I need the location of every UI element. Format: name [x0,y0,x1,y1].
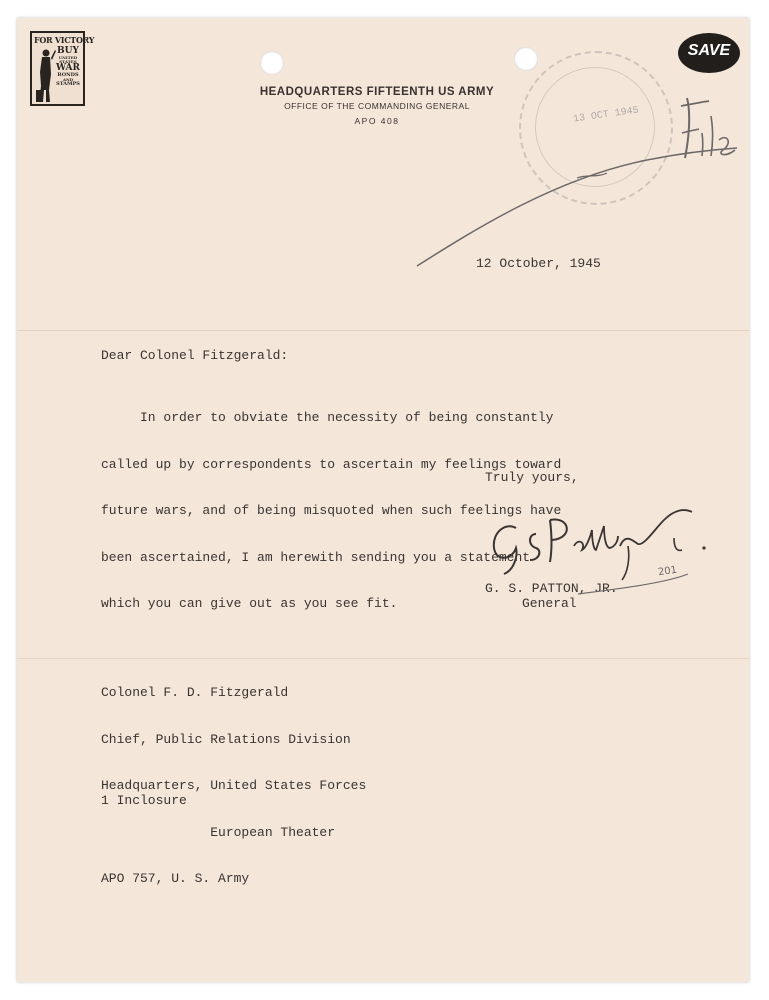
punch-hole [514,47,538,71]
letter-date: 12 October, 1945 [476,256,601,271]
war-bonds-poster-logo [30,31,95,106]
poster-war: WAR [56,63,80,73]
body-line: called up by correspondents to ascertain my feelings toward [101,456,562,472]
body-line: which you can give out as you see fit. [101,596,398,611]
poster-bonds: BONDS [57,72,79,78]
poster-united: UNITED [58,55,78,60]
recipient-line: Chief, Public Relations Division [101,731,351,747]
signer-title: General [522,596,577,611]
recipient-address [101,654,366,918]
received-stamp-date: 13 OCT 1945 [572,105,640,126]
recipient-line: Headquarters, United States Forces [101,778,367,793]
body-line: In order to obviate the necessity of being constantly [101,410,554,425]
poster-states: STATES [59,59,77,64]
poster-stamps: STAMPS [56,81,80,87]
save-badge-word: SAVE [687,42,731,59]
minuteman-figure-icon [34,46,58,104]
paper-fold-line [17,330,749,331]
save-badge-logo [678,33,740,73]
letter-salutation: Dear Colonel Fitzgerald: [101,348,289,363]
letterhead-apo: APO 408 [354,116,400,126]
enclosure-note: 1 Inclosure [101,793,187,808]
poster-and: AND [62,77,74,82]
letterhead-office: OFFICE OF THE COMMANDING GENERAL [284,101,470,111]
punch-hole [260,51,284,75]
file-mark-201: 201 [657,564,678,579]
body-line: been ascertained, I am herewith sending you a statement [101,549,531,565]
recipient-line: APO 757, U. S. Army [101,871,250,886]
poster-top-text: FOR VICTORY [34,35,95,45]
signer-name: G. S. PATTON, JR. [485,581,618,596]
letterhead-title: HEADQUARTERS FIFTEENTH US ARMY [259,86,495,98]
body-line: future wars, and of being misquoted when such feelings have [101,503,562,518]
poster-buy: BUY [57,46,79,56]
letter-closing: Truly yours, [485,470,579,485]
recipient-line: European Theater [101,824,336,840]
pencil-file-annotation-icon [397,78,747,278]
signature-patton-icon [478,490,718,600]
recipient-line: Colonel F. D. Fitzgerald [101,685,289,700]
